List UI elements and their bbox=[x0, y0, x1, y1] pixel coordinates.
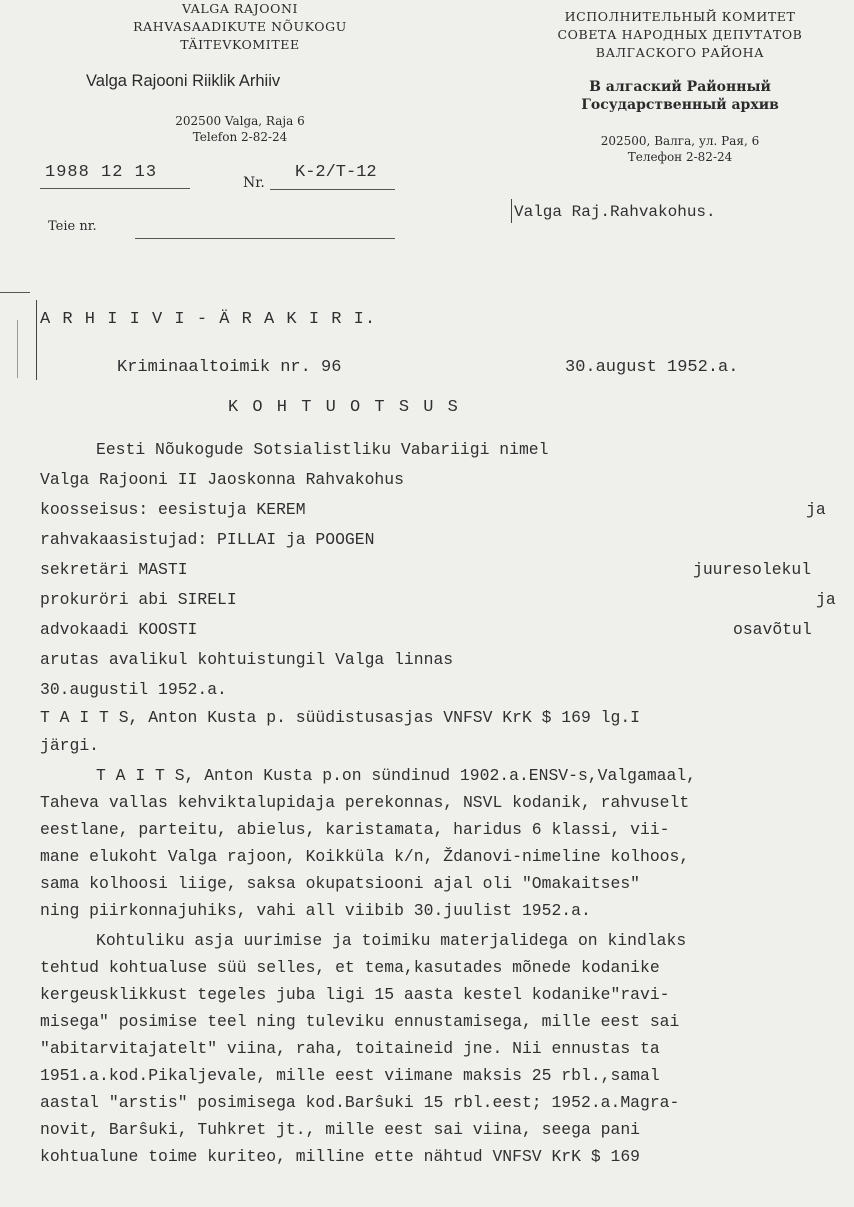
date-underline bbox=[40, 188, 190, 189]
nr-value: K-2/T-12 bbox=[295, 163, 377, 182]
header-left-address: 202500 Valga, Raja 6 bbox=[175, 114, 305, 128]
body-line: tehtud kohtualuse süü selles, et tema,kasutades mõnede kodanike bbox=[40, 958, 660, 977]
body-line: sekretäri MASTI bbox=[40, 560, 188, 579]
margin-bracket bbox=[36, 300, 37, 380]
body-line: Valga Rajooni II Jaoskonna Rahvakohus bbox=[40, 470, 404, 489]
recipient: Valga Raj.Rahvakohus. bbox=[514, 203, 716, 221]
body-line: ning piirkonnajuhiks, vahi all viibib 30.juulist 1952.a. bbox=[40, 901, 591, 920]
body-line-right: ja bbox=[816, 590, 836, 609]
body-line: kohtualune toime kuriteo, milline ette nähtud VNFSV KrK $ 169 bbox=[40, 1147, 640, 1166]
header-left-line1: VALGA RAJOONI bbox=[181, 1, 299, 16]
nr-label: Nr. bbox=[243, 175, 265, 191]
body-line: T A I T S, Anton Kusta p. süüdistusasjas VNFSV KrK $ 169 lg.I bbox=[40, 708, 640, 727]
body-line: 1951.a.kod.Pikaljevale, mille eest viimane maksis 25 rbl.,samal bbox=[40, 1066, 660, 1085]
body-line: arutas avalikul kohtuistungil Valga linnas bbox=[40, 650, 454, 669]
document-title: A R H I I V I - Ä R A K I R I. bbox=[40, 310, 377, 329]
case-number: Kriminaaltoimik nr. 96 bbox=[117, 358, 342, 377]
header-left-line3: TÄITEVKOMITEE bbox=[180, 37, 300, 52]
body-line: mane elukoht Valga rajoon, Koikküla k/n, Ždanovi-nimeline kolhoos, bbox=[40, 847, 690, 866]
body-line: koosseisus: eesistuja KEREM bbox=[40, 500, 306, 519]
body-line: järgi. bbox=[40, 736, 100, 755]
body-line-right: osavõtul bbox=[733, 620, 812, 639]
header-left-org: Valga Rajooni Riiklik Arhiiv bbox=[86, 72, 281, 90]
body-line: Kohtuliku asja uurimise ja toimiku materjalidega on kindlaks bbox=[96, 931, 687, 950]
header-right-line2: СОВЕТА НАРОДНЫХ ДЕПУТАТОВ bbox=[557, 27, 803, 42]
body-line: "abitarvitajatelt" viina, raha, toitaineid jne. Nii ennustas ta bbox=[40, 1039, 660, 1058]
verdict-heading: K O H T U O T S U S bbox=[228, 398, 460, 417]
body-line: sama kolhoosi liige, saksa okupatsiooni ajal oli "Omakaitses" bbox=[40, 874, 640, 893]
body-line-right: ja bbox=[806, 500, 826, 519]
teie-nr-underline bbox=[135, 238, 395, 239]
nr-underline bbox=[270, 189, 395, 190]
body-line: aastal "arstis" posimisega kod.Barŝuki 15 rbl.eest; 1952.a.Magra- bbox=[40, 1093, 680, 1112]
body-line: novit, Barŝuki, Tuhkret jt., mille eest sai viina, seega pani bbox=[40, 1120, 640, 1139]
body-line: prokuröri abi SIRELI bbox=[40, 590, 237, 609]
header-right-line1: ИСПОЛНИТЕЛЬНЫЙ КОМИТЕТ bbox=[564, 9, 796, 24]
header-right-org2: Государственный архив bbox=[581, 97, 779, 113]
body-line: eestlane, parteitu, abielus, karistamata, haridus 6 klassi, vii- bbox=[40, 820, 670, 839]
header-left-phone: Telefon 2-82-24 bbox=[192, 130, 288, 144]
margin-mark bbox=[0, 292, 30, 293]
header-right-address: 202500, Валга, ул. Рая, 6 bbox=[600, 134, 760, 148]
case-date: 30.august 1952.a. bbox=[565, 358, 739, 377]
body-line: kergeusklikkust tegeles juba ligi 15 aasta kestel kodanike"ravi- bbox=[40, 985, 670, 1004]
body-line: rahvakaasistujad: PILLAI ja POOGEN bbox=[40, 530, 375, 549]
body-line: advokaadi KOOSTI bbox=[40, 620, 198, 639]
header-right-line3: ВАЛГАСКОГО РАЙОНА bbox=[595, 45, 765, 60]
document-date: 1988 12 13 bbox=[45, 163, 158, 182]
header-right-phone: Телефон 2-82-24 bbox=[627, 150, 733, 164]
body-line: 30.augustil 1952.a. bbox=[40, 680, 227, 699]
body-line: Eesti Nõukogude Sotsialistliku Vabariigi nimel bbox=[96, 440, 549, 459]
header-right-org1: В алгаский Районный bbox=[589, 79, 771, 95]
body-line: Taheva vallas kehviktalupidaja perekonnas, NSVL kodanik, rahvuselt bbox=[40, 793, 690, 812]
body-line: T A I T S, Anton Kusta p.on sündinud 1902.a.ENSV-s,Valgamaal, bbox=[96, 766, 696, 785]
margin-bracket-faint bbox=[17, 320, 18, 378]
body-line: misega" posimise teel ning tuleviku ennustamisega, mille eest sai bbox=[40, 1012, 680, 1031]
header-left-line2: RAHVASAADIKUTE NÕUKOGU bbox=[133, 19, 347, 34]
recipient-bracket bbox=[511, 199, 512, 223]
body-line-right: juuresolekul bbox=[693, 560, 812, 579]
teie-nr-label: Teie nr. bbox=[48, 219, 97, 234]
